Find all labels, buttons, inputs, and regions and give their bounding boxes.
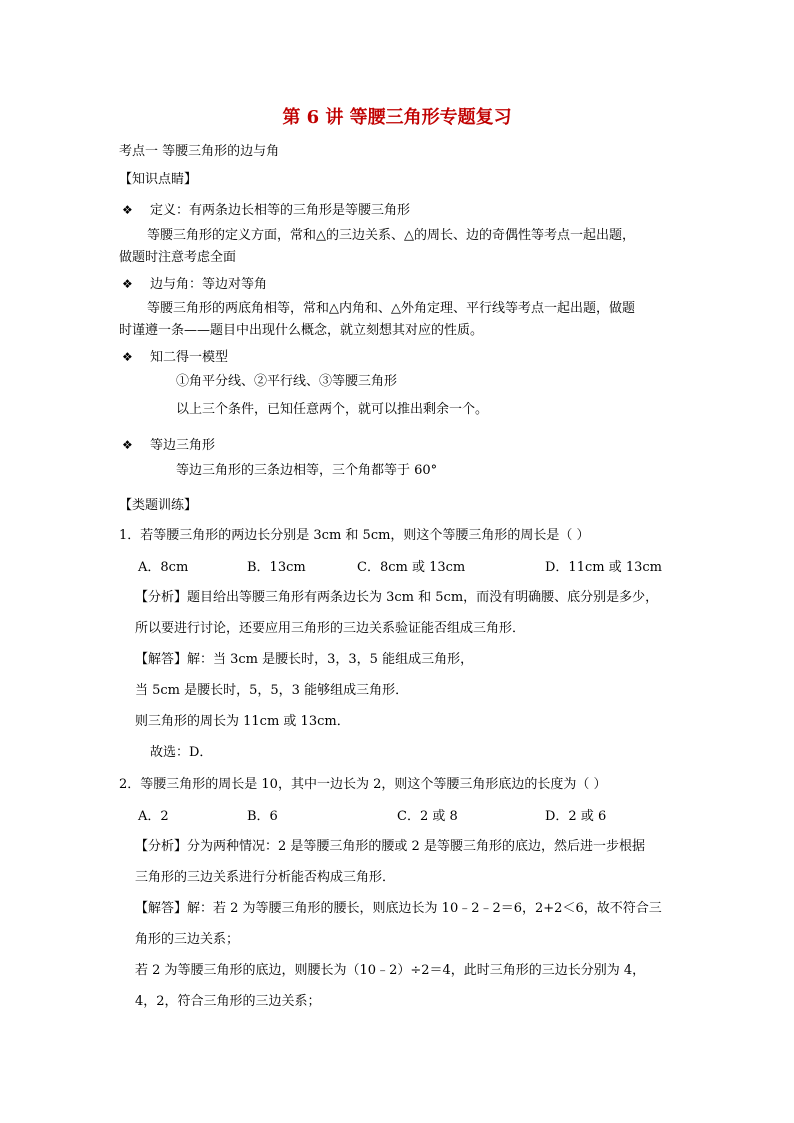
- question-2-stem: 2．等腰三角形的周长是 10，其中一边长为 2，则这个等腰三角形底边的长度为（ ）: [119, 777, 607, 792]
- paragraph-line: ①角平分线、②平行线、③等腰三角形: [176, 374, 398, 389]
- q1-option-b: B．13cm: [247, 560, 306, 575]
- q2-answer: 4，2，符合三角形的三边关系；: [135, 994, 321, 1009]
- q2-answer: 【解答】解：若 2 为等腰三角形的腰长，则底边长为 10﹣2﹣2＝6，2+2＜6，故不符合三: [135, 901, 662, 916]
- diamond-bullet-icon: ❖: [122, 203, 133, 217]
- q2-option-b: B．6: [247, 809, 278, 824]
- q2-option-d: D．2 或 6: [545, 809, 607, 824]
- bullet-definition: ❖ 定义：有两条边长相等的三角形是等腰三角形: [122, 203, 411, 218]
- bullet-equilateral: ❖ 等边三角形: [122, 438, 216, 453]
- paragraph-line: 等边三角形的三条边相等，三个角都等于 60°: [176, 463, 438, 478]
- q2-answer: 角形的三边关系；: [135, 932, 240, 947]
- q1-option-d: D．11cm 或 13cm: [545, 560, 662, 575]
- q1-analysis: 【分析】题目给出等腰三角形有两条边长为 3cm 和 5cm，而没有明确腰、底分别是多少，: [135, 590, 659, 605]
- paragraph-line: 做题时注意考虑全面: [119, 250, 237, 265]
- bullet-sides-angles: ❖ 边与角：等边对等角: [122, 277, 268, 292]
- diamond-bullet-icon: ❖: [122, 438, 133, 452]
- q1-answer: 【解答】解：当 3cm 是腰长时，3，3，5 能组成三角形，: [135, 652, 474, 667]
- paragraph-line: 等腰三角形的两底角相等，常和△内角和、△外角定理、平行线等考点一起出题，做题: [147, 301, 635, 316]
- q2-option-c: C．2 或 8: [397, 809, 458, 824]
- bullet-model: ❖ 知二得一模型: [122, 350, 229, 365]
- q2-analysis: 三角形的三边关系进行分析能否构成三角形．: [135, 870, 396, 885]
- question-1-stem: 1．若等腰三角形的两边长分别是 3cm 和 5cm，则这个等腰三角形的周长是（ ）: [119, 528, 590, 543]
- q1-answer: 则三角形的周长为 11cm 或 13cm．: [135, 714, 350, 729]
- q2-option-a: A．2: [138, 809, 169, 824]
- paragraph-line: 时谨遵一条——题目中出现什么概念，就立刻想其对应的性质。: [119, 323, 484, 338]
- paragraph-line: 等腰三角形的定义方面，常和△的三边关系、△的周长、边的奇偶性等考点一起出题，: [147, 228, 635, 243]
- diamond-bullet-icon: ❖: [122, 350, 133, 364]
- q1-answer: 当 5cm 是腰长时，5，5，3 能够组成三角形．: [135, 683, 409, 698]
- practice-header: 【类题训练】: [119, 498, 198, 513]
- q1-option-a: A．8cm: [138, 560, 189, 575]
- knowledge-header: 【知识点睛】: [119, 172, 198, 187]
- q2-analysis: 【分析】分为两种情况：2 是等腰三角形的腰或 2 是等腰三角形的底边，然后进一步根据: [135, 839, 645, 854]
- paragraph-line: 以上三个条件，已知任意两个，就可以推出剩余一个。: [176, 402, 489, 417]
- q1-option-c: C．8cm 或 13cm: [357, 560, 466, 575]
- q1-analysis: 所以要进行讨论，还要应用三角形的三边关系验证能否组成三角形．: [135, 621, 526, 636]
- page-title: 第 6 讲 等腰三角形专题复习: [282, 107, 512, 128]
- diamond-bullet-icon: ❖: [122, 277, 133, 291]
- q2-answer: 若 2 为等腰三角形的底边，则腰长为（10﹣2）÷2＝4，此时三角形的三边长分别为 4，: [135, 963, 646, 978]
- q1-answer: 故选：D．: [150, 745, 213, 760]
- section-heading: 考点一 等腰三角形的边与角: [119, 144, 280, 159]
